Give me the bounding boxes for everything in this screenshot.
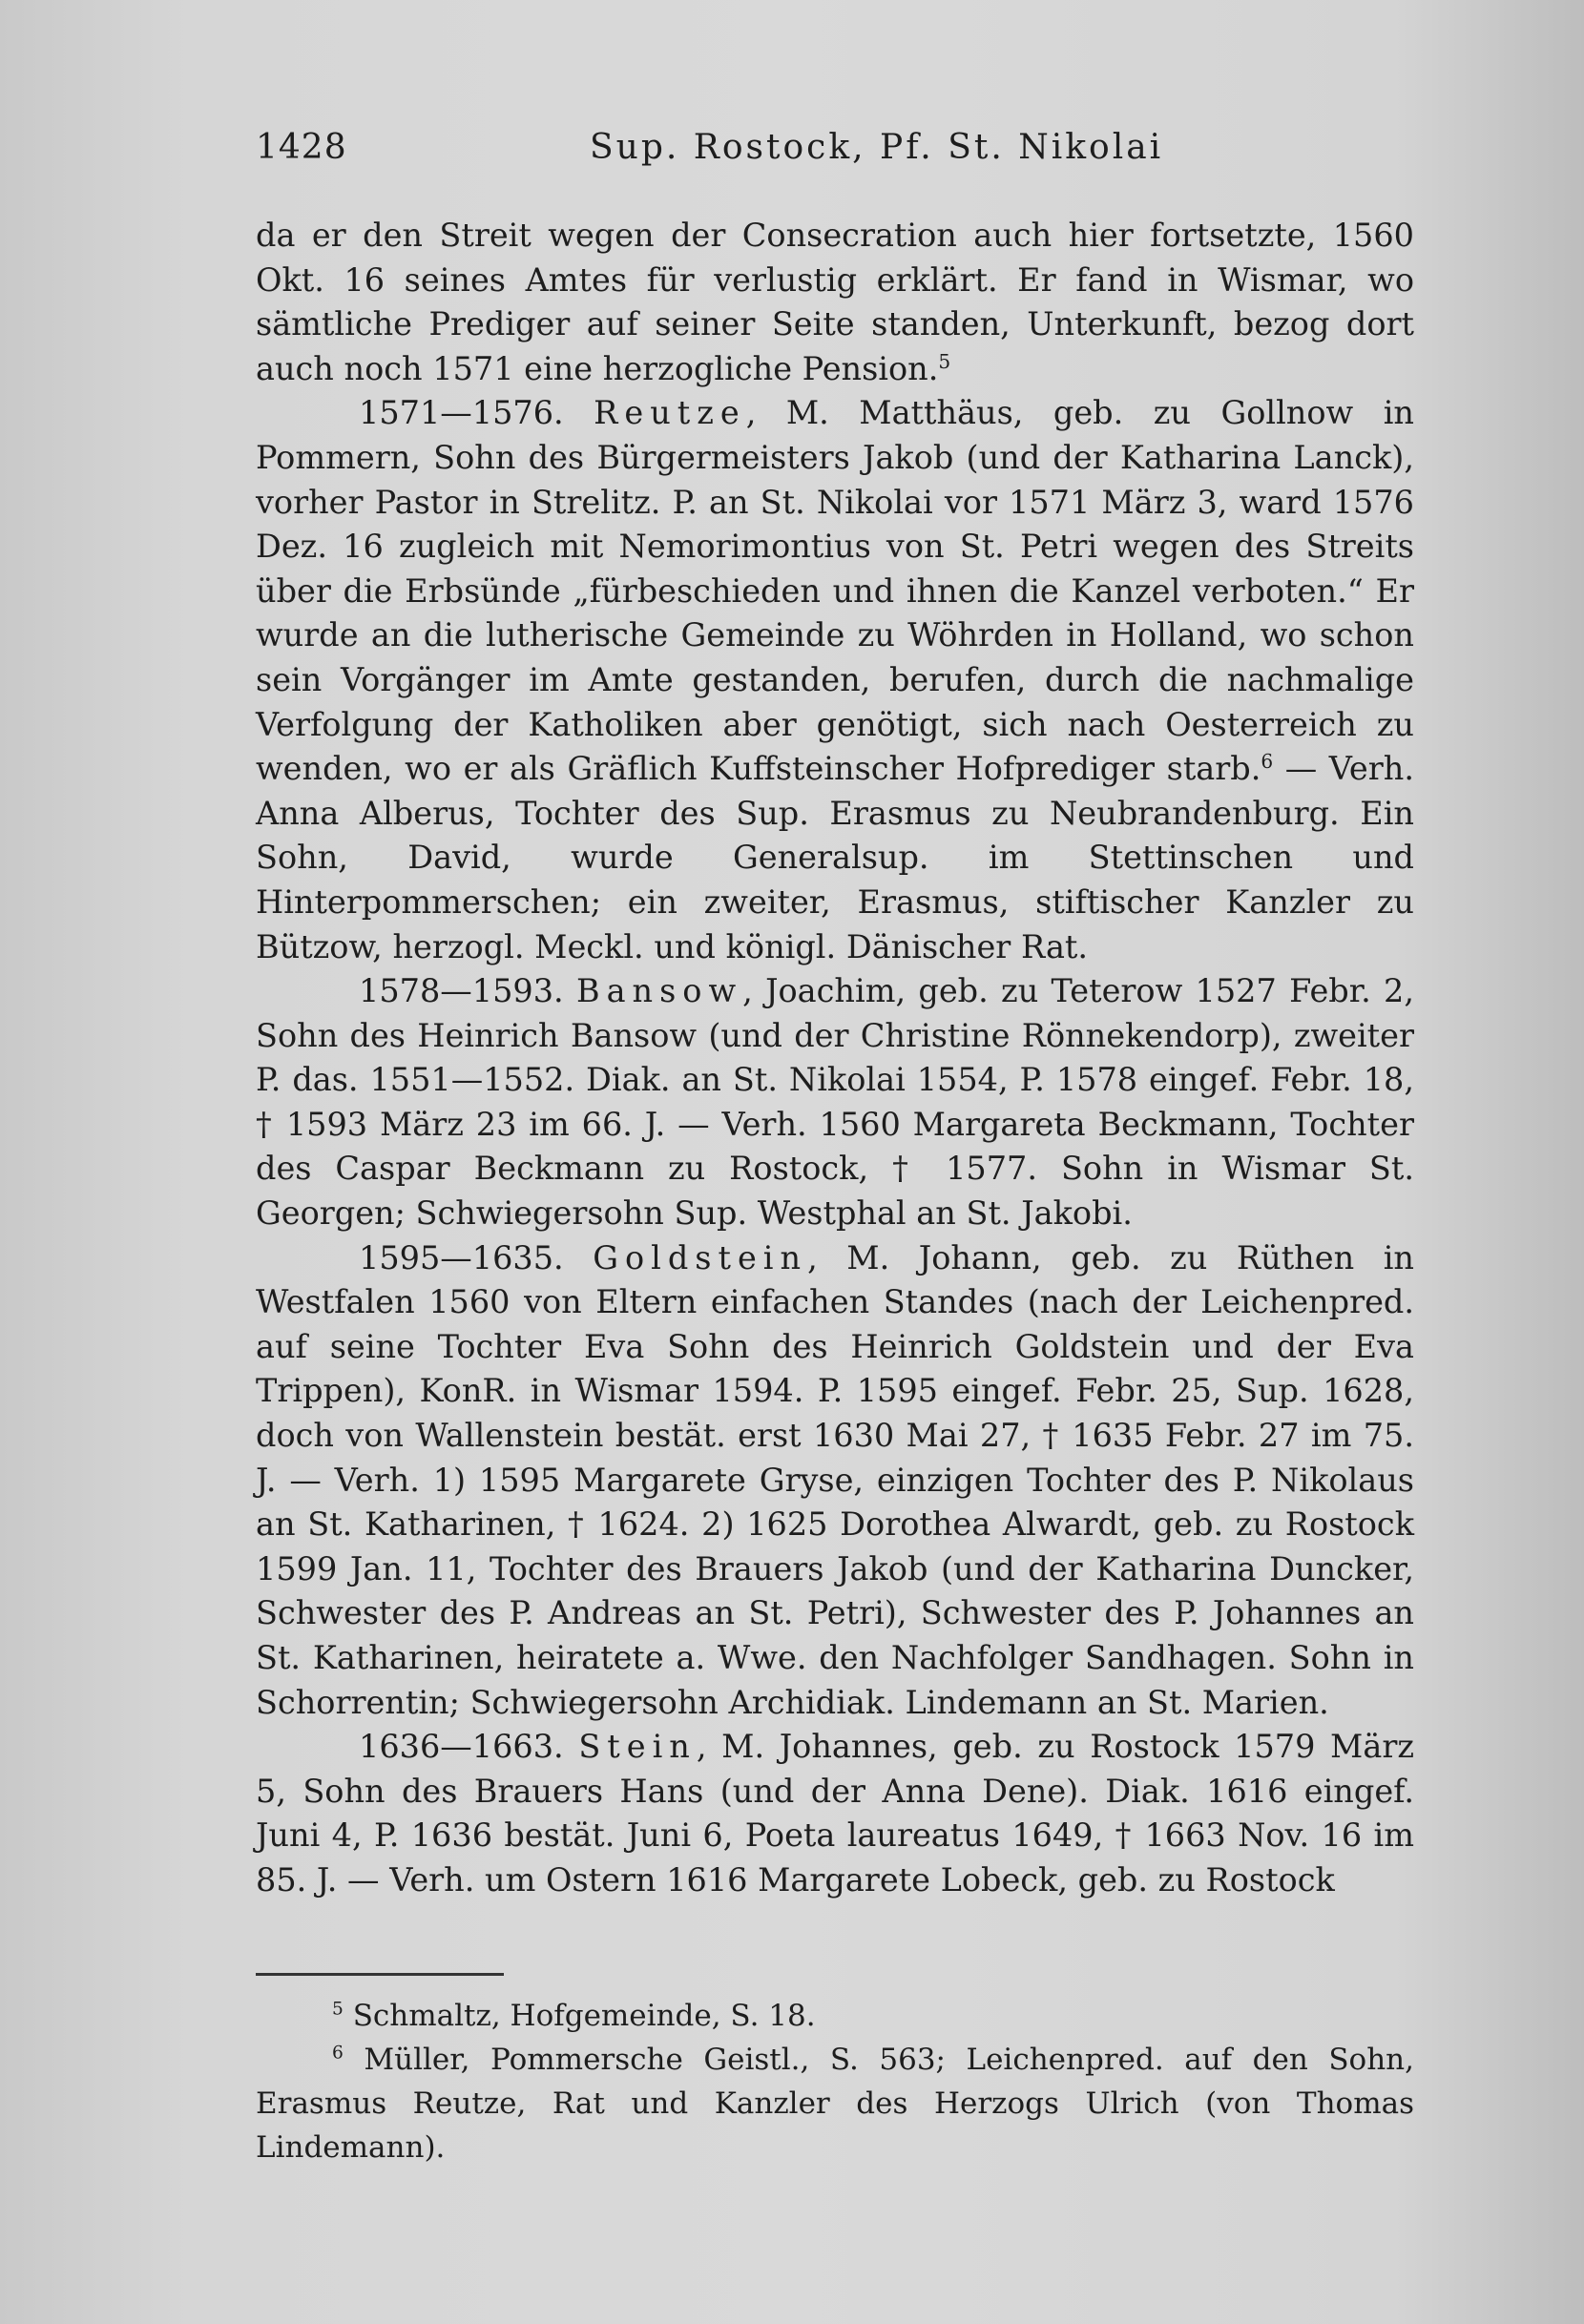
page-number: 1428 xyxy=(256,128,347,167)
footnote-rule xyxy=(256,1973,504,1976)
paragraph-continuation xyxy=(256,214,1414,391)
footnote-ref: 5 xyxy=(938,349,951,373)
footnote-ref: 6 xyxy=(1261,749,1274,773)
running-head: Sup. Rostock, Pf. St. Nikolai xyxy=(590,128,1164,167)
entry-text: , Joachim, geb. zu Teterow 1527 Febr. 2, Sohn des Heinrich Bansow (und der Christine Rönnekendorp), zweiter P. das. 1551—1552. Diak. an St. Nikolai 1554, P. 1578 eingef. Febr. 18, † 1593 März 23 im 66. J. — Verh. 1560 Margareta Beckmann, Tochter des Caspar Beckmann zu Rostock, † 1577. Sohn in Wismar St. Georgen; Schwiegersohn Sup. Westphal an St. Jakobi. xyxy=(256,972,1414,1233)
entry-years: 1595—1635. xyxy=(359,1238,564,1276)
entry-text: , M. Matthäus, geb. zu Gollnow in Pommern, Sohn des Bürgermeisters Jakob (und der Katharina Lanck), vorher Pastor in Strelitz. P. an St. Nikolai vor 1571 März 3, ward 1576 Dez. 16 zugleich mit Nemorimontius von St. Petri wegen des Streits über die Erbsünde „fürbeschieden und ihnen die Kanzel verboten.“ Er wurde an die lutherische Gemeinde zu Wöhrden in Holland, wo schon sein Vorgänger im Amte gestanden, berufen, durch die nachmalige Verfolgung der Katholiken aber genötigt, sich nach Oesterreich zu wenden, wo er als Gräflich Kuffsteinscher Hofprediger starb. xyxy=(256,394,1414,788)
entry-stein xyxy=(256,1725,1414,1902)
entry-years: 1636—1663. xyxy=(359,1728,564,1766)
entry-name: Reutze xyxy=(594,394,746,432)
entry-name: Bansow xyxy=(575,972,743,1010)
main-text xyxy=(256,214,1414,1903)
footnote-5 xyxy=(256,1994,1414,2038)
entry-name: Stein xyxy=(578,1728,697,1766)
footnote-mark: 5 xyxy=(332,1999,344,2020)
footnote-text: Müller, Pommersche Geistl., S. 563; Leichenpred. auf den Sohn, Erasmus Reutze, Rat und Kanzler des Herzogs Ulrich (von Thomas Lindemann). xyxy=(256,2043,1414,2165)
entry-years: 1571—1576. xyxy=(359,394,564,432)
entry-bansow xyxy=(256,969,1414,1236)
footnotes xyxy=(256,1994,1414,2169)
entry-text: , M. Johannes, geb. zu Rostock 1579 März 5, Sohn des Brauers Hans (und der Anna Dene). Diak. 1616 eingef. Juni 4, P. 1636 bestät. Juni 6, Poeta laureatus 1649, † 1663 Nov. 16 im 85. J. — Verh. um Ostern 1616 Margarete Lobeck, geb. zu Rostock xyxy=(256,1728,1414,1899)
footnote-mark: 6 xyxy=(332,2043,344,2064)
entry-text: , M. Johann, geb. zu Rüthen in Westfalen 1560 von Eltern einfachen Standes (nach der Leichenpred. auf seine Tochter Eva Sohn des Heinrich Goldstein und der Eva Trippen), KonR. in Wismar 1594. P. 1595 eingef. Febr. 25, Sup. 1628, doch von Wallenstein bestät. erst 1630 Mai 27, † 1635 Febr. 27 im 75. J. — Verh. 1) 1595 Margarete Gryse, einzigen Tochter des P. Nikolaus an St. Katharinen, † 1624. 2) 1625 Dorothea Alwardt, geb. zu Rostock 1599 Jan. 11, Tochter des Brauers Jakob (und der Katharina Duncker, Schwester des P. Andreas an St. Petri), Schwester des P. Johannes an St. Katharinen, heiratete a. Wwe. den Nachfolger Sandhagen. Sohn in Schorrentin; Schwiegersohn Archidiak. Lindemann an St. Marien. xyxy=(256,1238,1414,1721)
entry-goldstein xyxy=(256,1236,1414,1726)
entry-text-cont: — Verh. Anna Alberus, Tochter des Sup. Erasmus zu Neubrandenburg. Ein Sohn, David, wurde Generalsup. im Stettinschen und Hinterpommerschen; ein zweiter, Erasmus, stiftischer Kanzler zu Bützow, herzogl. Meckl. und königl. Dänischer Rat. xyxy=(256,750,1414,965)
entry-name: Goldstein xyxy=(593,1238,808,1276)
paragraph-text: da er den Streit wegen der Consecration auch hier fortsetzte, 1560 Okt. 16 seines Amtes für verlustig erklärt. Er fand in Wismar, wo sämtliche Prediger auf seiner Seite standen, Unterkunft, bezog dort auch noch 1571 eine herzogliche Pension. xyxy=(256,217,1414,387)
entry-reutze xyxy=(256,391,1414,969)
entry-years: 1578—1593. xyxy=(359,972,564,1010)
footnote-6 xyxy=(256,2038,1414,2169)
page-header xyxy=(256,122,1414,179)
footnote-text: Schmaltz, Hofgemeinde, S. 18. xyxy=(343,1999,816,2033)
